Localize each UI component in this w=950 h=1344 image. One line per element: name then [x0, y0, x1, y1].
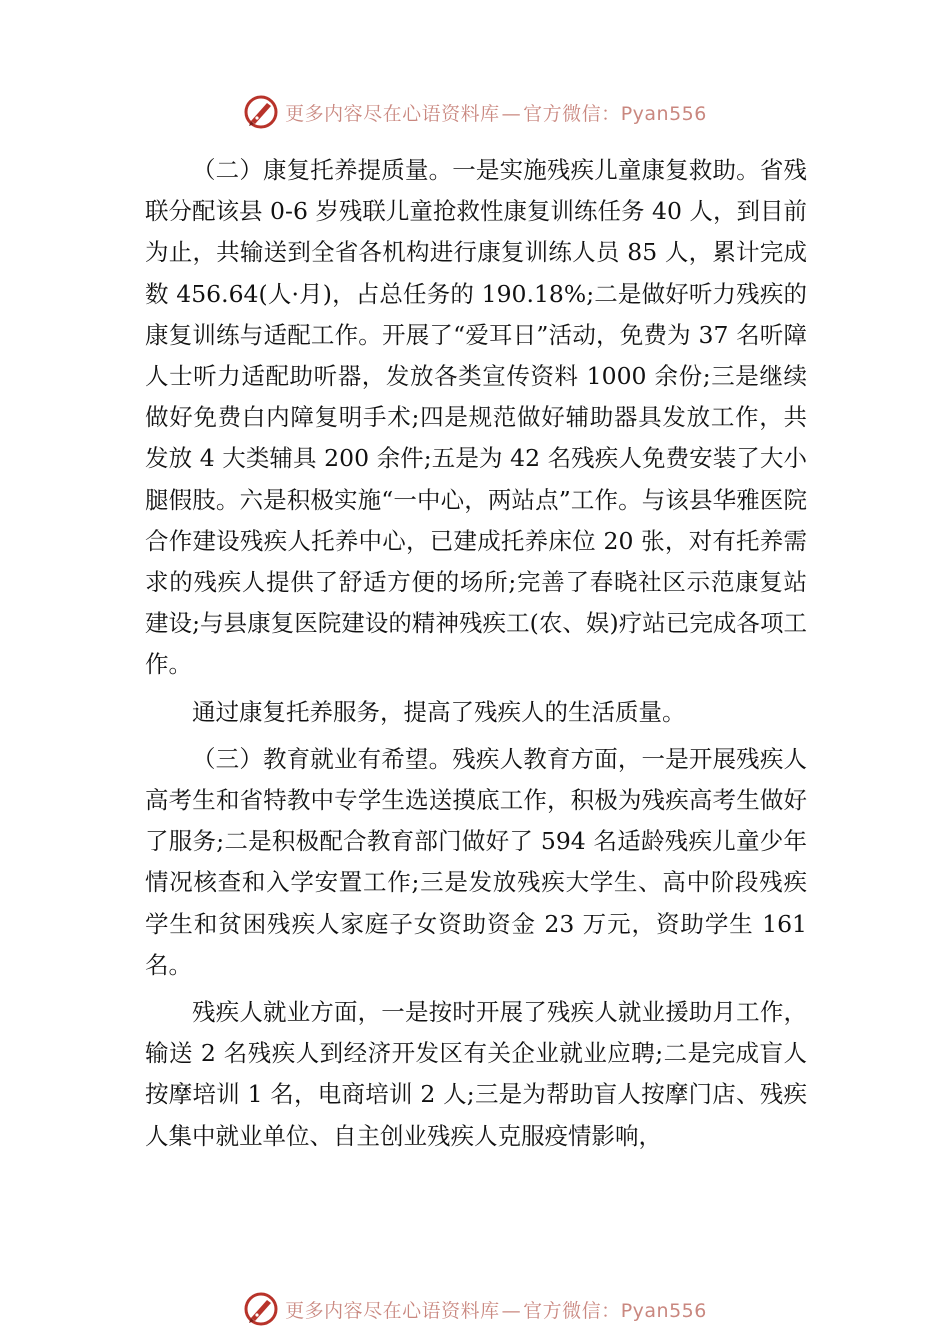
banner-text [285, 99, 707, 126]
banner-separator: — [501, 102, 522, 125]
paragraph-education: （三）教育就业有希望。残疾人教育方面，一是开展残疾人高考生和省特教中专学生选送摸底工作，积极为残疾高考生做好了服务;二是积极配合教育部门做好了 594 名适龄残疾儿童少年情况核查和入学安置工作;三是发放残疾大学生、高中阶段残疾学生和贫困残疾人家庭子女资助资金 23 万元，资助学生 161 名。 [145, 744, 807, 979]
paragraph-rehabilitation-summary: 通过康复托养服务，提高了残疾人的生活质量。 [192, 697, 686, 726]
banner-site-name: 更多内容尽在心语资料库 [285, 1299, 500, 1322]
pen-circle-logo-icon [243, 94, 279, 130]
banner-text [285, 1296, 707, 1323]
banner-wechat-account: Pyan556 [620, 102, 707, 125]
paragraph-rehabilitation: （二）康复托养提质量。一是实施残疾儿童康复救助。省残联分配该县 0-6 岁残联儿童抢救性康复训练任务 40 人，到目前为止，共输送到全省各机构进行康复训练人员 85 人，累计完成数 456.64(人·月)，占总任务的 190.18%;二是做好听力残疾的康复训练与适配工作。开展了“爱耳日”活动，免费为 37 名听障人士听力适配助听器，发放各类宣传资料 1000 余份;三是继续做好免费白内障复明手术;四是规范做好辅助器具发放工作，共发放 4 大类辅具 200 余件;五是为 42 名残疾人免费安装了大小腿假肢。六是积极实施“一中心，两站点”工作。与该县华雅医院合作建设残疾人托养中心，已建成托养床位 20 张，对有托养需求的残疾人提供了舒适方便的场所;完善了春晓社区示范康复站建设;与县康复医院建设的精神残疾工(农、娱)疗站已完成各项工作。 [145, 156, 807, 679]
banner-wechat-label: 官方微信： [523, 1299, 621, 1322]
footer-banner [0, 1289, 950, 1329]
paragraph-employment: 残疾人就业方面，一是按时开展了残疾人就业援助月工作，输送 2 名残疾人到经济开发区有关企业就业应聘;二是完成盲人按摩培训 1 名，电商培训 2 人;三是为帮助盲人按摩门店、残疾人集中就业单位、自主创业残疾人克服疫情影响， [145, 998, 807, 1150]
pen-circle-logo-icon [243, 1291, 279, 1327]
banner-separator: — [501, 1299, 522, 1322]
header-banner [0, 92, 950, 132]
banner-site-name: 更多内容尽在心语资料库 [285, 102, 500, 125]
banner-wechat-account: Pyan556 [620, 1299, 707, 1322]
banner-wechat-label: 官方微信： [523, 102, 621, 125]
document-body [145, 150, 807, 1157]
